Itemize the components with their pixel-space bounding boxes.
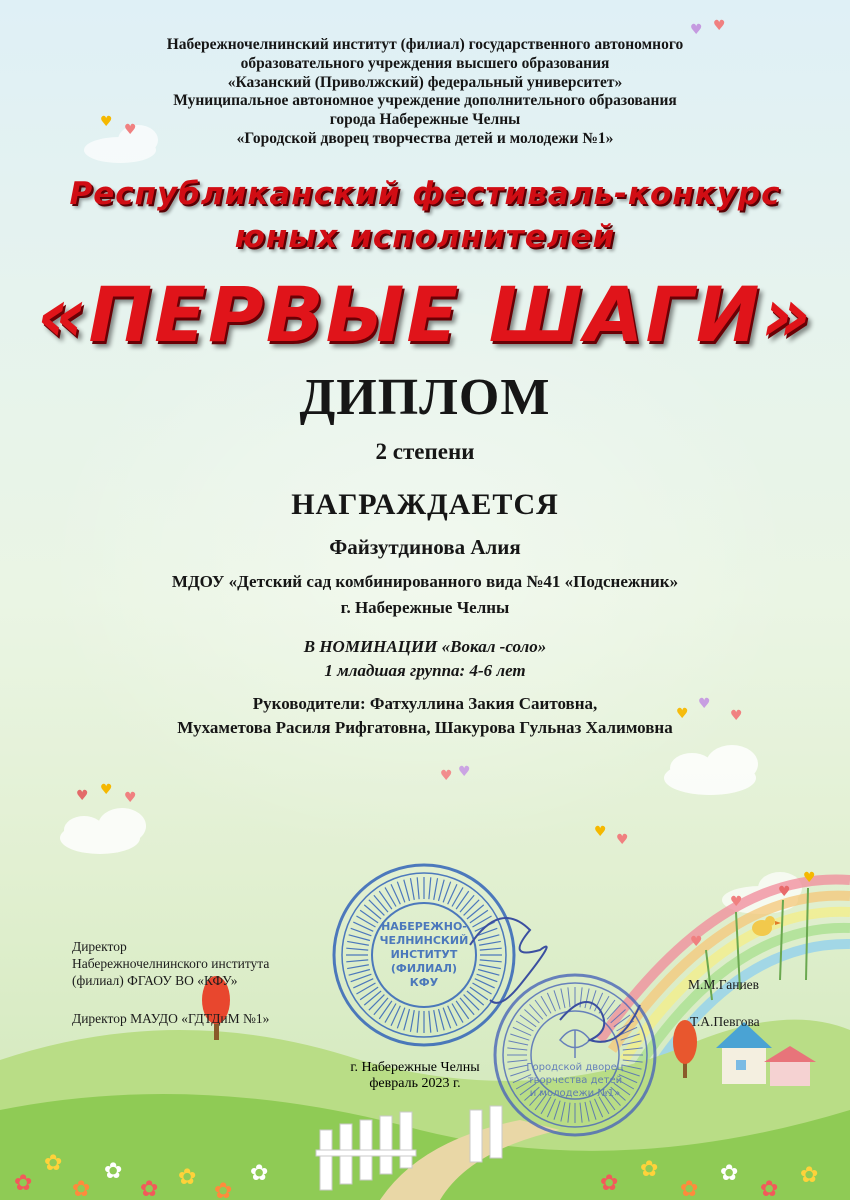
svg-text:♥: ♥ [100,782,113,798]
header-line: Набережночелнинский институт (филиал) государственного автономного [166,36,684,53]
stamp-tick [554,1101,560,1120]
stamp-tick [585,988,589,1008]
stamp-tick [580,987,582,1007]
stamp-tick [510,1034,529,1040]
stamp-tick [464,995,480,1011]
header-line: образовательного учреждения высшего образования [240,54,610,72]
stamp-tick [478,969,499,975]
stamp-tick [524,1009,539,1022]
diploma-degree: 2 степени [375,439,475,464]
stamp1-text: КФУ [409,976,439,989]
awarded-heading: НАГРАЖДАЕТСЯ [291,488,559,521]
stamp-tick [585,1102,589,1122]
svg-text:♥: ♥ [713,18,726,34]
stamp-tick [369,900,385,916]
svg-text:♥: ♥ [730,708,743,724]
stamp-tick [621,1034,640,1040]
svg-text:♥: ♥ [100,114,113,130]
city: г. Набережные Челны [350,1060,480,1075]
header-line: «Казанский (Приволжский) федеральный университет» [227,73,623,91]
svg-text:✿: ✿ [178,1165,197,1190]
stamp-tick [611,1009,626,1022]
svg-text:✿: ✿ [140,1177,159,1200]
svg-text:♥: ♥ [730,894,743,910]
stamp-tick [374,895,388,912]
stamp-tick [364,905,381,919]
stamp-tick [480,948,502,950]
festival-title-line2: юных исполнителей [234,219,616,255]
svg-text:✿: ✿ [250,1161,269,1186]
stamp-tick [467,991,484,1005]
svg-text:✿: ✿ [680,1177,699,1200]
stamp-tick [478,935,499,941]
svg-text:✿: ✿ [104,1159,123,1184]
stamp-tick [434,878,438,900]
header-line: Муниципальное автономное учреждение дополнительного образования [173,92,677,110]
stamp-tick [349,969,370,975]
stamp1-text: НАБЕРЕЖНО- [381,920,467,933]
stamp-tick [404,1009,410,1030]
stamp-emblem [560,1030,590,1058]
stamp-tick [508,1065,528,1069]
svg-text:✿: ✿ [214,1179,233,1200]
stamp2-text: Городской дворец [526,1062,624,1073]
stamp-tick [404,880,410,901]
organization-line: МДОУ «Детский сад комбинированного вида №41 «Подснежник» [171,572,679,591]
director1-name: М.М.Ганиев [688,977,760,992]
svg-text:✿: ✿ [72,1177,91,1200]
festival-name: «ПЕРВЫЕ ШАГИ» [37,270,813,359]
stamp-tick [347,941,369,945]
palace-stamp [495,975,655,1135]
university-stamp [334,865,514,1045]
festival-title-line1: Республиканский фестиваль-конкурс [69,176,781,212]
stamp-tick [464,900,480,916]
svg-text:♥: ♥ [778,884,791,900]
director1-line: Директор [72,939,127,954]
stamp-tick [607,1004,620,1019]
svg-text:♥: ♥ [698,696,711,712]
stamp-tick [623,1060,643,1062]
stamp-tick [561,1102,565,1122]
svg-text:✿: ✿ [760,1177,779,1200]
age-group: 1 младшая группа: 4-6 лет [324,661,526,680]
issue-date: февраль 2023 г. [369,1076,461,1091]
stamp-tick [622,1041,642,1045]
stamp-tick [479,941,501,945]
stamp-tick [622,1065,642,1069]
stamp-tick [364,991,381,1005]
stamp-tick [590,990,596,1009]
stamp-tick [417,1011,419,1033]
stamp-tick [360,987,378,1000]
stamp-tick [467,905,484,919]
header-line: города Набережные Челны [329,111,521,129]
stamp-tick [470,910,488,923]
svg-text:✿: ✿ [720,1161,739,1186]
stamp-tick [346,948,368,950]
stamp-tick [346,960,368,962]
awardee-name: Файзутдинова Алия [329,535,521,559]
stamp2-text: творчества детей [527,1075,623,1086]
stamp-tick [568,1103,570,1123]
leaders-line: Мухаметова Расиля Рифгатовна, Шакурова Гульназ Халимовна [177,718,673,737]
svg-text:♥: ♥ [690,22,703,38]
svg-text:♥: ♥ [616,832,629,848]
stamp-tick [456,1001,469,1019]
stamp-tick [623,1048,643,1050]
signature-scribble-2 [560,1002,640,1042]
svg-text:✿: ✿ [14,1171,33,1196]
stamp-tick [417,877,419,899]
organization-city: г. Набережные Челны [340,598,510,617]
stamp-tick [369,995,385,1011]
svg-text:♥: ♥ [124,122,137,138]
stamp-tick [349,935,370,941]
stamp-tick [554,990,560,1009]
svg-text:♥: ♥ [690,934,703,950]
stamp-tick [434,1010,438,1032]
header-line: «Городской дворец творчества детей и молодежи №1» [236,129,614,147]
stamp-tick [460,895,474,912]
stamp-tick [480,960,502,962]
nomination: В НОМИНАЦИИ «Вокал -соло» [303,637,547,656]
director1-title [72,938,269,989]
stamp-tick [561,988,565,1008]
stamp-tick [590,1101,596,1120]
director1-line: (филиал) ФГАОУ ВО «КФУ» [72,973,238,988]
stamp-tick [374,998,388,1015]
stamp-tick [460,998,474,1015]
director1-line: Набережночелнинского института [72,956,270,971]
svg-text:✿: ✿ [800,1163,819,1188]
svg-text:✿: ✿ [640,1157,659,1182]
director2-title: Директор МАУДО «ГДТДиМ №1» [72,1011,270,1026]
svg-text:♥: ♥ [676,706,689,722]
stamp-tick [429,1011,431,1033]
stamp-tick [410,1010,414,1032]
stamp-tick [507,1048,527,1050]
svg-text:✿: ✿ [600,1171,619,1196]
stamp-tick [507,1060,527,1062]
stamp1-text: ИНСТИТУТ [390,948,458,961]
director2-name: Т.А.Певгова [690,1014,760,1029]
svg-text:♥: ♥ [458,764,471,780]
svg-text:♥: ♥ [803,870,816,886]
stamp2-text: и молодежи №1» [529,1088,621,1099]
place-date [330,1060,500,1092]
svg-text:♥: ♥ [440,768,453,784]
stamp-tick [429,877,431,899]
leaders-line: Руководители: Фатхуллина Закия Саитовна, [252,694,598,713]
stamp-tick [347,965,369,969]
stamp-tick [568,987,570,1007]
stamp-tick [456,891,469,909]
diploma-title: ДИПЛОМ [299,369,551,426]
stamp1-text: (ФИЛИАЛ) [390,962,458,975]
svg-text:✿: ✿ [44,1151,63,1176]
stamp-tick [379,891,392,909]
stamp-tick [438,880,444,901]
stamp-tick [470,987,488,1000]
stamp-tick [508,1041,528,1045]
stamp-tick [360,910,378,923]
svg-text:♥: ♥ [76,788,89,804]
stamp-tick [410,878,414,900]
svg-text:♥: ♥ [124,790,137,806]
stamp-tick [580,1103,582,1123]
svg-text:♥: ♥ [594,824,607,840]
stamp-tick [379,1001,392,1019]
stamp-tick [479,965,501,969]
stamp1-text: ЧЕЛНИНСКИЙ [379,934,469,947]
stamp-tick [529,1004,542,1019]
stamp-tick [438,1009,444,1030]
